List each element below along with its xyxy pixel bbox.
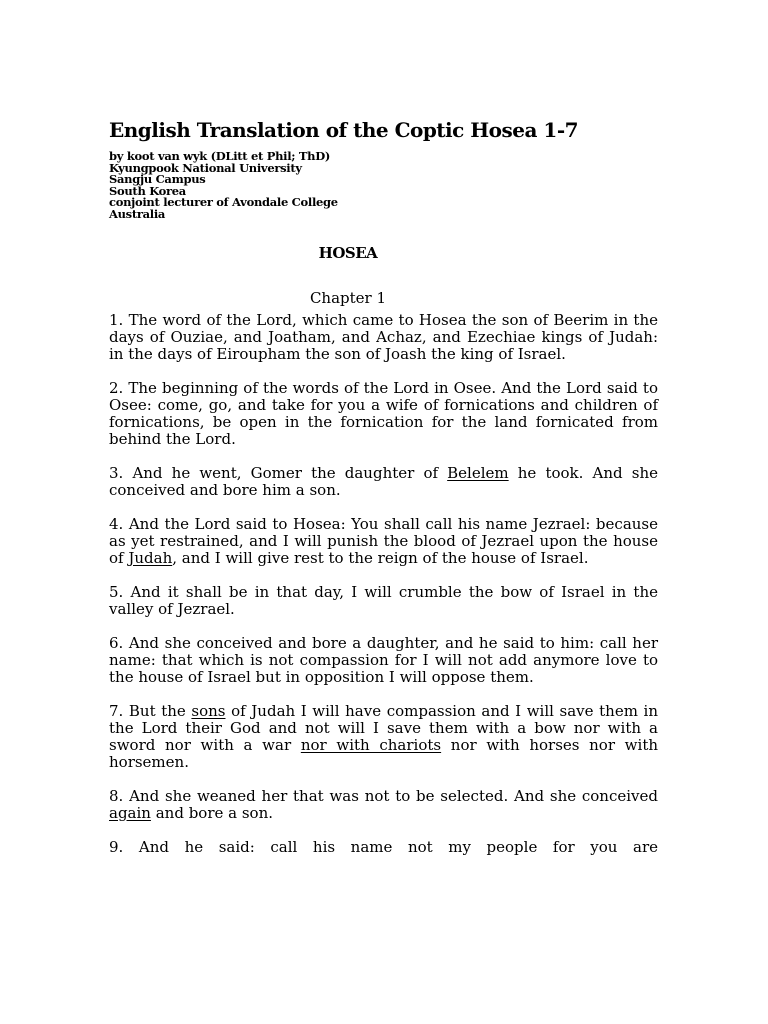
verse-text: 3. And he went, Gomer the daughter of: [109, 464, 448, 482]
author-line: by koot van wyk (DLitt et Phil; ThD): [109, 149, 331, 163]
verse-list: [109, 312, 658, 856]
verse-8: [109, 788, 658, 822]
verse-2: [109, 380, 658, 448]
author-affiliation-line: Kyungpook National University: [109, 160, 302, 175]
verse-3: [109, 465, 658, 499]
author-affiliation-line: Sangju Campus: [109, 172, 206, 186]
verse-1: [109, 312, 658, 363]
verse-text: 2. The beginning of the words of the Lord in Osee. And the Lord said to Osee: come, go, and take for you a wife of fornications and children of fornications, be open in the fornication for the land fornicated from behind the Lord.: [109, 379, 658, 448]
verse-text: he took. And she conceived and bore him a son.: [109, 464, 658, 499]
document-title: English Translation of the Coptic Hosea 1-7: [109, 118, 579, 142]
verse-9: [109, 839, 658, 856]
author-affiliation-line: South Korea: [109, 183, 186, 198]
verse-7: [109, 703, 658, 771]
verse-text: 5. And it shall be in that day, I will crumble the bow of Israel in the valley of Jezrael.: [109, 583, 658, 618]
verse-4: [109, 516, 658, 567]
underlined-word: sons: [191, 702, 226, 720]
verse-text: nor with horses nor with horsemen.: [109, 736, 659, 771]
book-title: HOSEA: [318, 244, 378, 262]
author-block: [109, 151, 338, 220]
author-affiliation-line: conjoint lecturer of Avondale College: [109, 195, 338, 209]
verse-text: , and I will give rest to the reign of the house of Israel.: [172, 549, 589, 567]
underlined-word: Judah: [128, 549, 173, 567]
underlined-word: again: [109, 804, 151, 822]
verse-text: 1. The word of the Lord, which came to Hosea the son of Beerim in the days of Ouziae, and Joatham, and Achaz, and Ezechiae kings of Judah: in the days of Eiroupham the son of Joash the king of Israel.: [109, 311, 658, 363]
verse-text: and bore a son.: [150, 804, 274, 822]
verse-6: [109, 635, 658, 686]
verse-5: [109, 584, 658, 618]
verse-text: 8. And she weaned her that was not to be selected. And she conceived: [109, 787, 658, 805]
underlined-word: Belelem: [447, 464, 509, 482]
chapter-heading: Chapter 1: [309, 289, 387, 307]
author-affiliation-line: Australia: [109, 206, 166, 221]
verse-text: 6. And she conceived and bore a daughter, and he said to him: call her name: that which is not compassion for I will not add anymore love to the house of Israel but in opposition I will oppose them.: [109, 634, 658, 686]
verse-text: 4. And the Lord said to Hosea: You shall call his name Jezrael: because as yet restrained, and I will punish the blood of Jezrael upon the house of: [109, 515, 658, 567]
verse-text: of Judah I will have compassion and I will save them in the Lord their God and not will I save them with a bow nor with a sword nor with a war: [109, 702, 658, 754]
underlined-phrase: nor with chariots: [300, 736, 442, 754]
verse-text: 7. But the: [109, 702, 192, 720]
verse-text: 9. And he said: call his name not my people for you are: [109, 838, 658, 856]
